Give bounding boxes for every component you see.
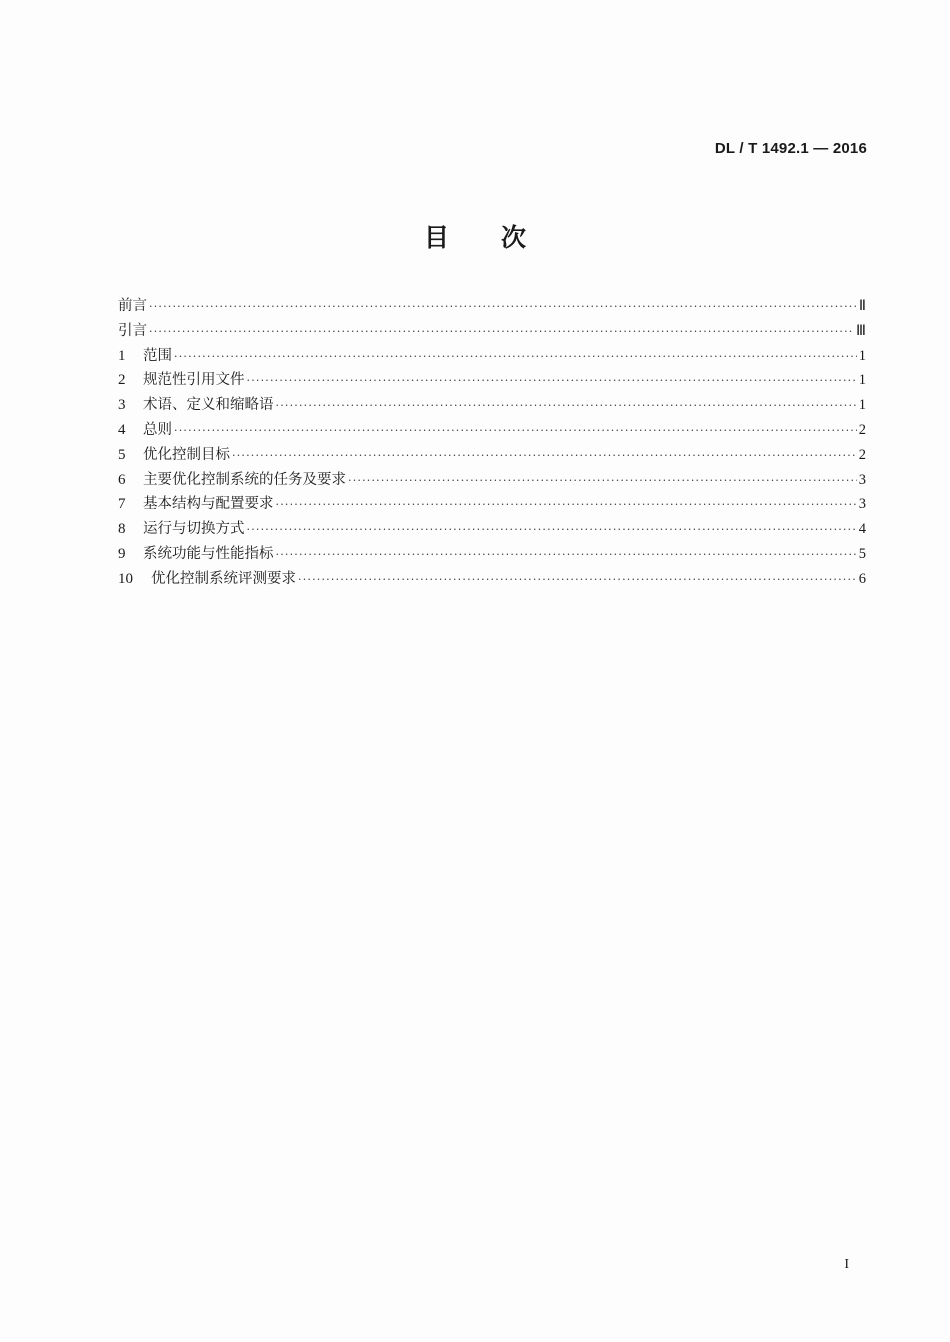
dot-leader <box>247 369 857 394</box>
dot-leader <box>174 419 857 444</box>
toc-entry-3[interactable] <box>118 393 866 418</box>
toc-label: 基本结构与配置要求 <box>143 496 274 513</box>
toc-section-number: 6 <box>118 471 126 488</box>
toc-page-number: 6 <box>858 570 866 587</box>
toc-page-number: Ⅱ <box>858 298 866 314</box>
toc-section-number: 2 <box>118 372 126 389</box>
toc-label: 总则 <box>143 421 172 438</box>
toc-entry-7[interactable] <box>118 492 866 517</box>
toc-section-number: 3 <box>118 397 126 414</box>
dot-leader <box>247 518 857 543</box>
dot-leader <box>174 345 857 370</box>
dot-leader <box>276 394 857 419</box>
toc-page-number: 3 <box>858 471 866 488</box>
toc-section-number: 5 <box>118 446 126 463</box>
toc-entry-2[interactable] <box>118 368 866 393</box>
toc-section-number: 1 <box>118 347 126 364</box>
toc-page-number: 3 <box>858 496 866 513</box>
toc-entry-1[interactable] <box>118 344 866 369</box>
dot-leader <box>276 543 857 568</box>
toc-entry-introduction[interactable] <box>118 319 866 344</box>
footer-page-number: I <box>844 1257 849 1272</box>
toc-label: 术语、定义和缩略语 <box>143 397 274 414</box>
toc-page-number: Ⅲ <box>856 322 866 339</box>
toc-section-number: 10 <box>118 570 133 587</box>
toc-label: 优化控制系统评测要求 <box>151 570 296 587</box>
toc-entry-10[interactable] <box>118 567 866 592</box>
toc-entry-6[interactable] <box>118 468 866 493</box>
toc-section-number: 7 <box>118 496 126 513</box>
toc-entry-8[interactable] <box>118 517 866 542</box>
toc-section-number: 8 <box>118 521 126 538</box>
toc-page-number: 2 <box>858 446 866 463</box>
toc-entry-5[interactable] <box>118 443 866 468</box>
toc-page-number: 2 <box>858 421 866 438</box>
toc-label: 运行与切换方式 <box>143 521 245 538</box>
table-of-contents <box>118 294 866 592</box>
dot-leader <box>348 469 857 494</box>
dot-leader <box>298 568 857 593</box>
toc-label: 前言 <box>118 298 147 314</box>
dot-leader <box>276 493 857 518</box>
toc-label: 主要优化控制系统的任务及要求 <box>143 471 346 488</box>
page-title: 目次 <box>423 223 578 252</box>
toc-page-number: 4 <box>858 521 866 538</box>
toc-page-number: 1 <box>858 397 866 414</box>
toc-section-number: 4 <box>118 421 126 438</box>
toc-section-number: 9 <box>118 545 126 562</box>
toc-label: 系统功能与性能指标 <box>143 545 274 562</box>
toc-label: 范围 <box>143 347 172 364</box>
toc-label: 优化控制目标 <box>143 446 230 463</box>
toc-entry-preface[interactable] <box>118 294 866 319</box>
dot-leader <box>232 444 857 469</box>
toc-label: 引言 <box>118 322 147 339</box>
toc-label: 规范性引用文件 <box>143 372 245 389</box>
standard-code: DL / T 1492.1 — 2016 <box>714 140 867 157</box>
dot-leader <box>149 320 854 345</box>
toc-entry-4[interactable] <box>118 418 866 443</box>
toc-entry-9[interactable] <box>118 542 866 567</box>
toc-page-number: 1 <box>858 372 866 389</box>
toc-page-number: 5 <box>858 545 866 562</box>
toc-page-number: 1 <box>858 347 866 364</box>
dot-leader <box>149 295 857 320</box>
